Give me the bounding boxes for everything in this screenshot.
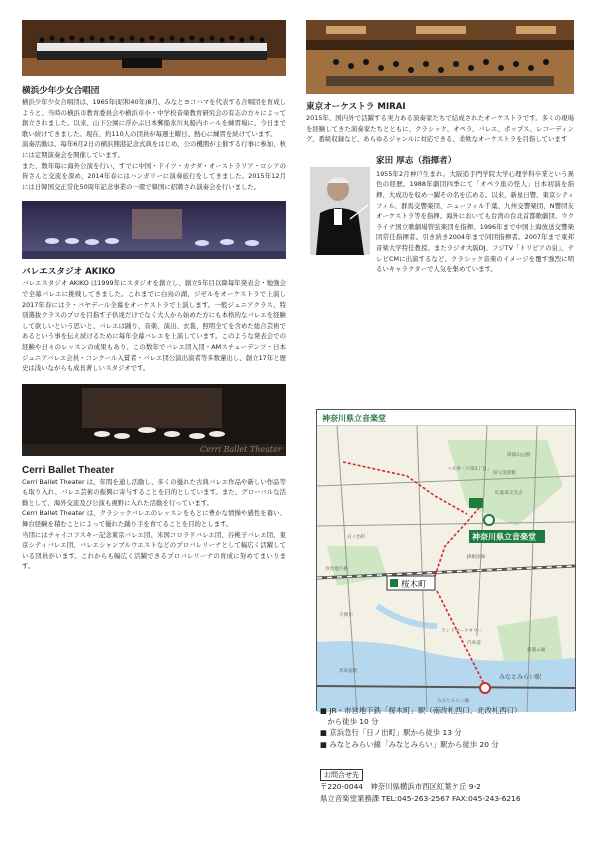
map-label-bashamichi: 馬車道駅 [339, 669, 358, 674]
choir-paragraph-2: 演奏活動は、毎年6月2日の横浜開港記念式典をはじめ、公の機関が主催する行事に参加、秋には定期演奏会を開催しています。 [22, 140, 286, 159]
access-line-2: から徒歩 10 分 [320, 717, 379, 727]
cerri-title: Cerri Ballet Theater [22, 464, 115, 476]
left-column [22, 20, 286, 572]
map-label-jr-line: JR根岸線 [467, 555, 486, 560]
contact-office-line [320, 793, 580, 805]
cerri-photo-art [22, 384, 286, 456]
access-map [317, 426, 575, 712]
map-label-hinodecho: 日ノ出町 [347, 535, 366, 540]
map-label-bus: バス停「戸部1丁目」 [447, 467, 492, 472]
contact-tag: お問合せ先 [320, 769, 363, 781]
access-line-4: ■ みなとみらい線「みなとみらい」駅から徒歩 20 分 [320, 739, 499, 749]
map-label-kamonyama: 掃部山公園 [507, 453, 530, 458]
choir-photo [22, 20, 286, 76]
akiko-body: バレエスタジオ AKIKO は1999年にスタジオを創立し、創立5年目以降毎年発表会・勉強会で全幕バレエに挑戦してきました。これまでに白鳥の湖、ジゼルをオーケストラで上演し2017年春にはラ・バヤデール全幕をオーケストラで上演します。一般ジュニアクラス、特別選抜クラスのプロを目指す子供達だけでなく大人から始めた方にも本格的なバレエを経験して欲しいという思いと、バレエは踊り、音楽、演出、衣裳、照明全てを含めた総合芸術であるという事を伝え続けるために毎年全幕バレエを上演しています。このような発表会での経験や日々のレッスンの成果もあり、この数年でバレエ団入団・AMスチューデンツ・日本ジュニアバレエ会員・コンクール入賞者・バレエ団公演出演者等多数輩出し、創立17年と歴史は浅いながらも成長著しいスタジオです。 [22, 279, 286, 373]
map-label-minatomirai-line: みなとみらい線 [437, 699, 470, 704]
station-sakuragicho-label: 桜木町 [401, 580, 427, 590]
cerri-paragraph-2: Cerri Ballet Theater は、クラシックバレエのレッスンをもとに豊かな情操や感性を養い、舞台経験を積むことによって優れた踊り手を育てることを目的とします。 [22, 509, 286, 529]
station-minatomirai-label: みなとみらい駅 [499, 674, 542, 681]
choir-title: 横浜少年少女合唱団 [22, 86, 100, 96]
map-title: 神奈川県立音楽堂 [317, 410, 575, 426]
contact-phone: TEL:045-263-2567 FAX:045-243-6216 [381, 793, 521, 803]
access-line-3: ■ 京浜急行「日ノ出町」駅から徒歩 13 分 [320, 728, 462, 738]
map-label-landmark: ランドマークタワー [441, 629, 483, 634]
contact-address: 〒220-0044 神奈川県横浜市西区紅葉ケ丘 9-2 [320, 782, 481, 791]
venue-label: 神奈川県立音楽堂 [472, 532, 536, 542]
map-label-shinko: 新港ふ頭 [527, 648, 546, 653]
mirai-body: 2015年、国内外で活躍する実力ある演奏家たちで結成されたオーケストラです。多くの現場を経験してきた演奏家たちとともに、クラシック、オペラ、バレエ、ポップス、レコーディング、番組収録など、あらゆるジャンルに対応できる、柔軟なオーケストラを目指しています [306, 114, 574, 144]
cerri-photo [22, 384, 286, 456]
akiko-title: バレエスタジオ AKIKO [22, 267, 116, 278]
cerri-watermark: Cerri Ballet Theater [200, 444, 282, 454]
map-label-momijizaka: 紅葉坂交差点 [495, 491, 523, 496]
mirai-photo-art [306, 20, 574, 94]
mirai-title: 東京オーケストラ MIRAI [306, 102, 406, 112]
map-label-ookagawa: 大岡川 [339, 613, 353, 618]
contact-office: 県立音楽堂業務課 [320, 793, 380, 803]
akiko-photo [22, 201, 286, 259]
map-box [316, 409, 576, 711]
cerri-paragraph-1: Cerri Ballet Theater は、年間を通し活動し、多くの優れた古典バレエ作品や新しい作品等も取り入れ、バレエ芸術の振興に寄与することを目的としています。また、グローバルな活動として、海外交流及び公演も視野に入れた活動を行っています。 [22, 477, 286, 507]
map-label-library: 県立図書館 [493, 471, 516, 476]
access-info [320, 705, 580, 750]
conductor-photo [310, 167, 370, 255]
choir-paragraph-3: また、数年毎に海外公演を行い、すでに中国・ドイツ・カナダ・オーストラリア・ロシアの皆さんと交流を深め、2014年春にはハンガリーに演奏旅行をしてきました。2015年12月には日韓国交正常化50周年記念事業の一環で韓国に招聘され演奏会を行いました。 [22, 161, 286, 191]
mirai-photo [306, 20, 574, 94]
conductor-body: 1955年2月神戸生まれ。大阪追手門学院大学心理学科卒業という異色の経歴。1988年劇団四季にて「オペラ座の怪人」日本初演を指揮、大成功を収め一躍その名を広める。以来、新星日響、東京シティフィル、群馬交響楽団、ニューフィル千葉、九州交響楽団、N響団友オーケストラ等を指揮。海外においても台湾の台北首都歌劇団、ウクライナ国立歌劇場管弦楽団を指揮。1996年まで中国上海放送交響楽団常任指揮者。引き続き2004年まで同団指揮者。2007年まで東邦音楽大学特任教授。またラジオ大阪DJ、フジTV「トリビアの泉」、テレビCMに出演するなど、クラシック音楽のイメージを覆す強烈に明るいキャラクターで人気を集めています。 [376, 169, 574, 274]
cerri-paragraph-3: 当団にはチャイコフスキー記念東京バレエ団、米国コロラドバレエ団、谷桃子バレエ団、東京シティバレエ団、バレエシャンブルウエストなどのプロバレリーナとして幅広く活躍している団員がいます。これからも幅広く活躍できるプロバレリーナの育成に努めてまいります。 [22, 530, 286, 571]
map-label-subway: 市営地下鉄 [325, 567, 348, 572]
contact-info [320, 769, 580, 804]
conductor-photo-art [310, 167, 370, 255]
map-label-kishamichi: 汽車道 [467, 641, 481, 646]
conductor-block [306, 155, 574, 345]
akiko-photo-art [22, 201, 286, 259]
right-column [306, 20, 574, 345]
access-line-1: ■ JR・市営地下鉄「桜木町」駅（南改札西口、北改札西口） [320, 706, 522, 715]
choir-paragraph-1: 横浜少年少女合唱団は、1965年(昭和40年)8月、みなとヨコハマを代表する合唱団を育成しようと、当時の横浜市教育委員会や横浜市小・中学校音楽教育研究会の有志の方々によって創立されました。以来、山下公園に浮かぶ日本郵船氷川丸船内ホールを練習場に、今日まで歌い続けてきました。現在、約110人の団員が毎週土曜日、熱心に練習を続けています。 [22, 98, 286, 138]
choir-photo-art [22, 20, 286, 76]
conductor-title: 家田 厚志（指揮者） [376, 155, 457, 166]
